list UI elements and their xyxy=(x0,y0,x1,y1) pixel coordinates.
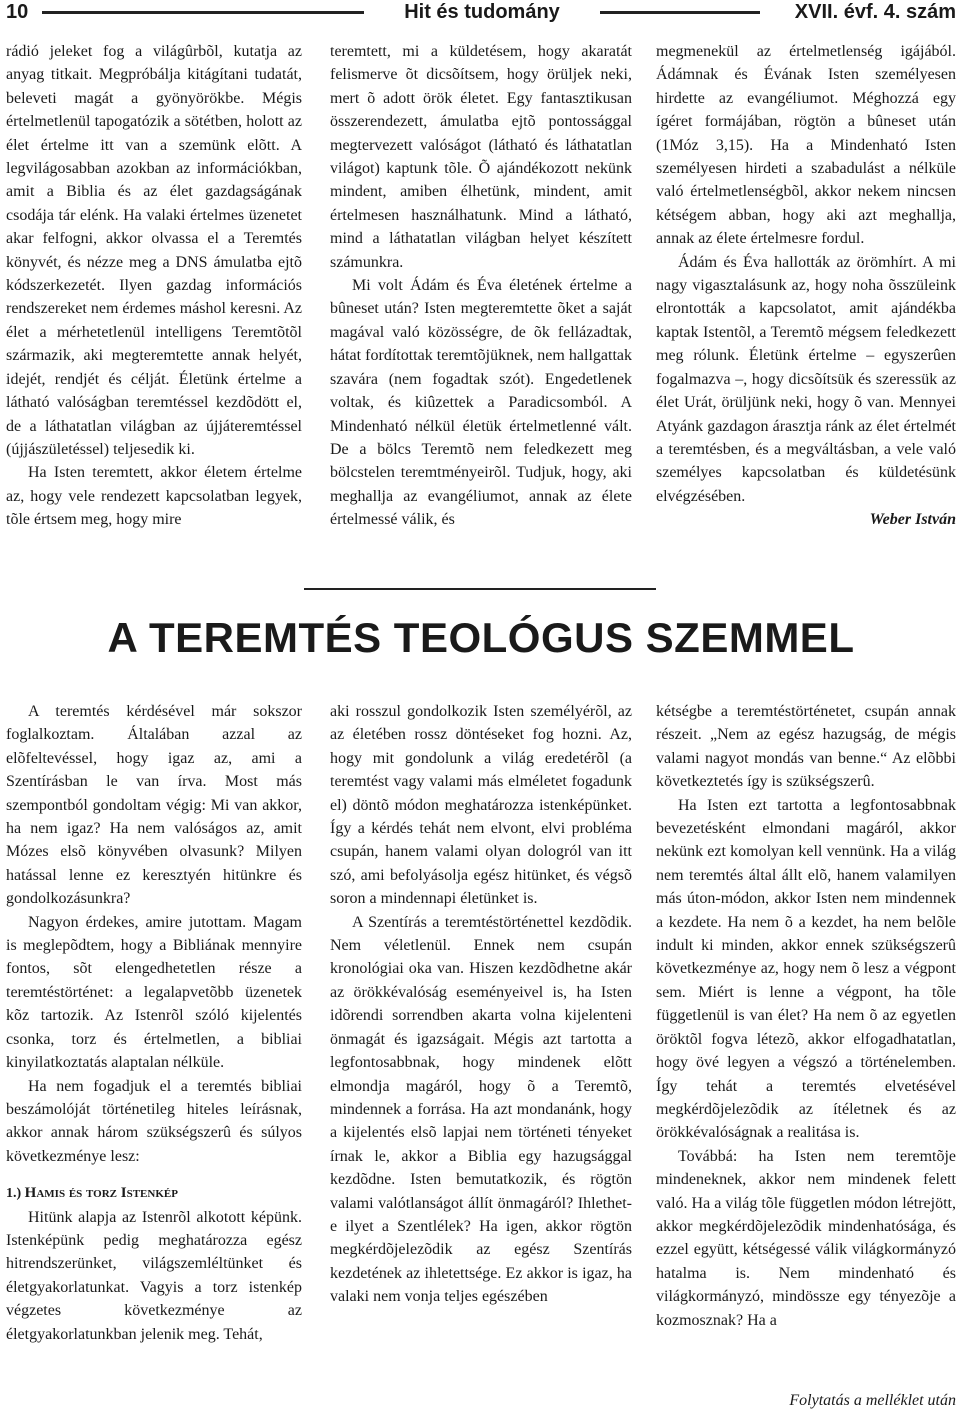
paragraph: Továbbá: ha Isten nem teremtõje mindeneknek, akkor nem mindenek felett való. Ha a világ tõle független módon létrejött, akkor megkérdõjelezõdik mindenhatósága, és ezzel együtt, kétségessé válik világkormányzó hatalma is. Nem mindenható és világkormányzó, mindösszе egy tényezõje a kozmosznak? Ha a xyxy=(656,1147,956,1329)
prev-article-column-3 xyxy=(656,40,956,580)
paragraph: Hitünk alapja az Istenrõl alkotott képünk. Istenképünk pedig meghatározza egész hitrendszerünket, világszemléltünket és életgyakorlatunkat. Vagyis a torz istenkép végzetes következménye az életgyakorlatunkban jelenik meg. Tehát, xyxy=(6,1208,302,1343)
paragraph: rádió jeleket fog a világûrbõl, kutatja az anyag titkait. Megpróbálja kitágítani tudatát, beleveti magát a gyönyörökbe. Mégis értelmetlenül tapogatózik a sötétben, holott az élet értelme itt van a szemünk elõtt. A legvilágosabban azokban az információkban, amit a Biblia és az élet gazdagságának csodája tár elénk. Ha valaki értelmes üzenetet akar felfogni, akkor olvassa el a Teremtés könyvét, és nézze meg a DNS ámulatba ejtõ kódszerkezetét. Ilyen gazdag információs rendszereket nem érdemes máshol keresni. Az élet a mérhetetlenül intelligens Teremtõtõl származik, aki megteremtette annak helyét, idejét, rendjét és célját. Életünk értelme a látható valóságban teremtéssel kezdõdött el, de a láthatatlan világban az újjáteremtéssel (újjászületéssel) teljesedik ki. xyxy=(6,43,302,458)
paragraph: Ádám és Éva hallották az örömhírt. A mi nagy vigasztalásunk az, hogy noha õsszüleink elrontották a kapcsolatot, amit ajándékba kaptak Istentõl, a Teremtõ mégsem feledkezett meg rólunk. Életünk értelme – egyszerûen fogalmazva –, hogy dicsõítsük és szeressük az élet Urát, örüljünk neki, hogy õ van. Mennyei Atyánk gazdagon árasztja ránk az élet értelmét a teremtésben, és a megváltásban, a vele való személyes kapcsolatban és küldetésünk elvégzésében. xyxy=(656,253,956,505)
paragraph: Ha nem fogadjuk el a teremtés bibliai beszámolóját történetileg hiteles leírásnak, akkor annak három szükségszerû és súlyos következménye lesz: xyxy=(6,1077,302,1165)
prev-article-column-1 xyxy=(6,40,302,580)
paragraph: Ha Isten ezt tartotta a legfontosabbnak bevezetésként elmondani magáról, akkor nekünk ezt komolyan kell vennünk. Ha a világ nem teremtés által állt elõ, hanem valamilyen más úton-módon, akkor Isten nem mindennek a kezdete. Ha nem õ a kezdet, ha nem belõle indult ki minden, akkor ennek szükségszerû következménye az, hogy nem õ lesz a végpont sem. Miért is lenne a végpont, ha tõle függetlenül is van élet? Ha nem õ az egyetlen öröktõl fogva létezõ, akkor elfogadhatatlan, hogy övé legyen a végszó a történelemben. Így tehát a teremtés elvetésével megkérdõjelezõdik az ítéletnek és az örökkévalóságnak a realitása is. xyxy=(656,796,956,1142)
subheading-number: 1.) xyxy=(6,1186,25,1202)
author-signature: Weber István xyxy=(869,511,956,529)
article-column-1 xyxy=(6,700,302,1390)
paragraph: A Szentírás a teremtéstörténettel kezdõdik. Nem véletlenül. Ennek nem csupán kronológiai oka van. Hiszen kezdõdhetne akár az örökkévalóság eseményeivel is, ha Isten idõrendi sorrendben akarta volna kijelenteni önmagát és igazságait. Mégis azt tartotta a legfontosabbnak, hogy mindenek elõtt elmondja magáról, hogy õ a Teremtõ, mindennek a forrása. Ha azt mondanánk, hogy a kijelentés elsõ lapjai nem történeti tényeket írnak le, akkor a Biblia egy hazugsággal kezdõdne. Isten bemutatkozik, és rögtön valami valótlanságot állít önmagáról? Ihlethet-e ilyet a Szentlélek? Ha igen, akkor rögtön megkérdõjelezõdik az egész Szentírás kezdetének az ihletettsége. Ez akkor is igaz, ha valaki nem vonja teljes egészében xyxy=(330,913,632,1306)
paragraph: A teremtés kérdésével már sokszor foglalkoztam. Általában azzal az elõfeltevéssel, hogy igaz az, ami a Szentírásban le van írva. Most más szempontból gondoltam végig: Mi van akkor, ha nem igaz? Ha nem valóságos az, amit Mózes elsõ könyvében olvasunk? Milyen hatással lenne ez keresztyén hitünkre és gondolkozásunkra? xyxy=(6,703,302,908)
paragraph: kétségbe a teremtéstörténetet, csupán annak részeit. „Nem az egész hazugság, de mégis valami nagyot mondás van benne.“ Az elõbbi következtetés így is szükségszerû. xyxy=(656,703,956,791)
paragraph: aki rosszul gondolkozik Isten személyérõl, az az életében rossz döntéseket fog hozni. Az, hogy mit gondolunk a világ eredetérõl (a teremtést vagy valami más elméletet fogadunk el) döntõ módon meghatározza istenképünket. Így a kérdés tehát nem elvont, elvi probléma csupán, hanem valami olyan dologról van itt szó, ami befolyásolja egész hitünket, és végsõ soron a mindennapi életünket is. xyxy=(330,703,632,908)
paragraph: megmenekül az értelmetlenség igájából. Ádámnak és Évának Isten személyesen hirdette az evangéliumot. Méghozzá egy ígéret formájában, rögtön a bûneset után (1Móz 3,15). Ha a Mindenható Isten személyesen hirdeti a szabadulást a nélküle való értelmetlenségbõl, akkor nekem nincsen kétségem abban, hogy aki azt meghallja, annak az élete értelmesre fordul. xyxy=(656,43,956,248)
paragraph: Ha Isten teremtett, akkor életem értelme az, hogy vele rendezett kapcsolatban legyek, tõle értsem meg, hogy mire xyxy=(6,464,302,529)
paragraph: teremtett, mi a küldetésem, hogy akaratát felismerve õt dicsõítsem, hogy örüljek neki, mert õ adott örök életet. Egy fantasztikusan összerendezett, ámulatba ejtõ pontossággal megtervezett valóságot (látható és láthatatlan világot) kaptunk tõle. Õ ajándékozott nekünk mindent, amiben élhetünk, mindent, amit értelmesen használhatunk. Mind a látható, mind a láthatatlan világban helyet készített számunkra. xyxy=(330,43,632,271)
header-rule-left xyxy=(42,11,364,14)
continued-note: Folytatás a melléklet után xyxy=(789,1392,956,1409)
page-number: 10 xyxy=(6,1,29,23)
section-subheading xyxy=(6,1182,302,1205)
page-header xyxy=(6,0,956,26)
header-rule-right xyxy=(600,11,760,14)
subheading-text: Hamis és torz Istenkép xyxy=(24,1185,178,1202)
issue-label: XVII. évf. 4. szám xyxy=(794,1,956,23)
prev-article-column-2 xyxy=(330,40,632,580)
article-title: A TEREMTÉS TEOLÓGUS SZEMMEL xyxy=(107,614,855,661)
paragraph: Mi volt Ádám és Éva életének értelme a bûneset után? Isten megteremtette õket a saját magával való közösségre, de õk fellázadtak, hátat fordítottak teremtõjüknek, nem hallgattak szavára (nem fogadtak szót). Engedetlenek voltak, és kiûzettek a Paradicsomból. A Mindenható nélkül életük értelmetlenné vált. De a bölcs Teremtõ nem feledkezett meg bölcstelen teremtményeirõl. Tudjuk, hogy, aki meghallja az evangéliumot, annak az élete értelmessé válik, és xyxy=(330,277,632,529)
article-column-2 xyxy=(330,700,632,1390)
article-column-3 xyxy=(656,700,956,1390)
paragraph: Nagyon érdekes, amire jutottam. Magam is meglepõdtem, hogy a Bibliának mennyire fontos, sõt elengedhetetlen része a teremtéstörténet: a legalapvetõbb üzenetek kõz tartozik. Az Istenrõl szóló kijelentés csonka, torz és értelmetlen, a bibliai kinyilatkoztatás alaptalan nélküle. xyxy=(6,913,302,1072)
article-separator-rule xyxy=(304,588,656,590)
section-title: Hit és tudomány xyxy=(404,1,560,23)
